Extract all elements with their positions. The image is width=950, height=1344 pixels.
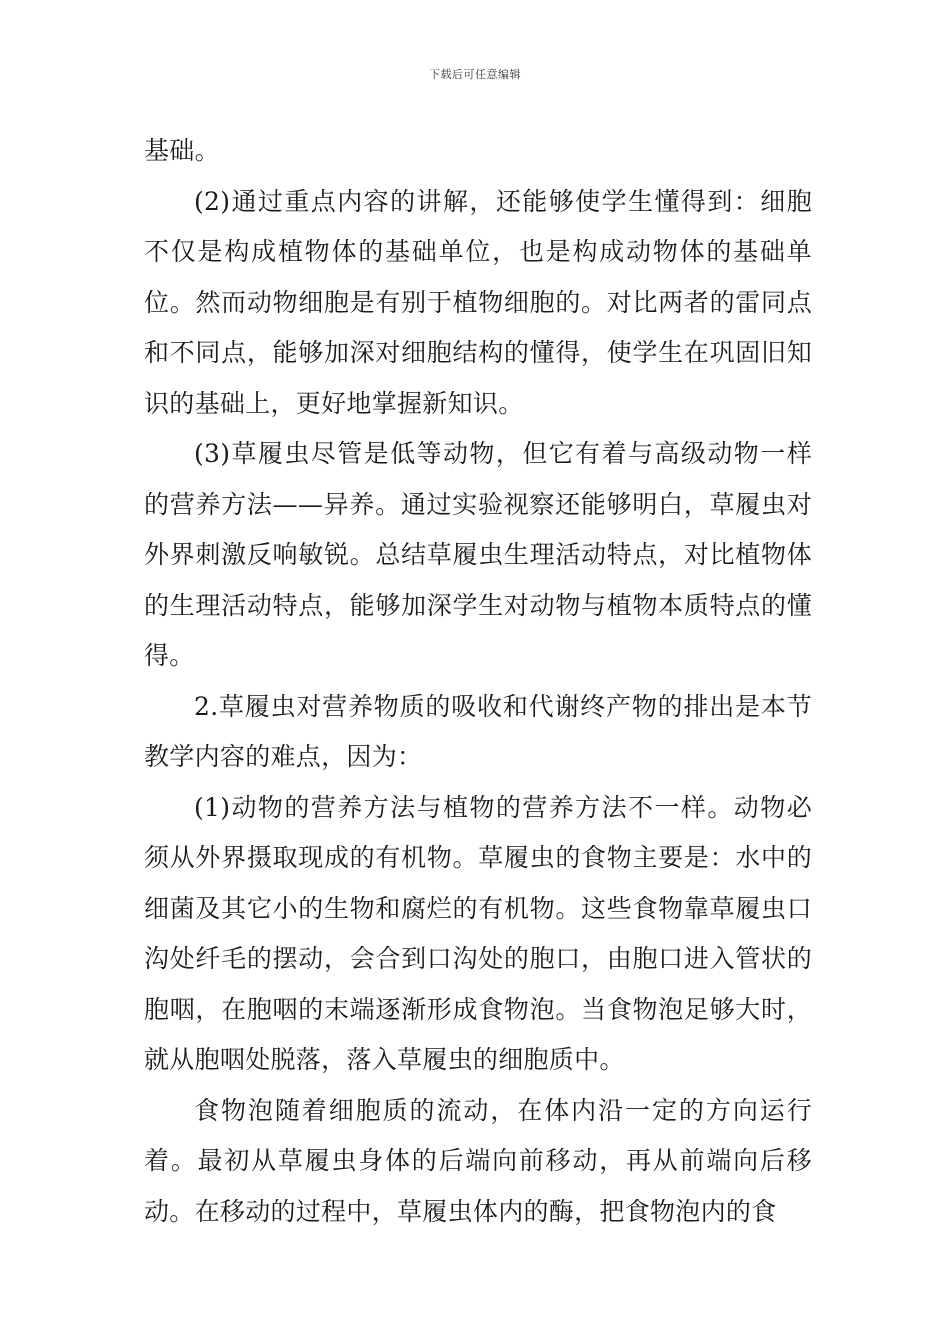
paragraph-1: 基础。 xyxy=(144,136,220,165)
paragraph-3: (3)草履虫尽管是低等动物，但它有着与高级动物一样的营养方法——异养。通过实验视察还能够明白，草履虫对外界刺激反响敏锐。总结草履虫生理活动特点，对比植物体的生理活动特点，能够加深学生对动物与植物本质特点的懂得。 xyxy=(144,439,812,670)
document-body xyxy=(144,126,812,1237)
page-header: 下载后可任意编辑 xyxy=(429,68,521,81)
paragraph-2: (2)通过重点内容的讲解，还能够使学生懂得到：细胞不仅是构成植物体的基础单位，也是构成动物体的基础单位。然而动物细胞是有别于植物细胞的。对比两者的雷同点和不同点，能够加深对细胞结构的懂得，使学生在巩固旧知识的基础上，更好地掌握新知识。 xyxy=(144,186,812,418)
paragraph-4: 2.草履虫对营养物质的吸收和代谢终产物的排出是本节教学内容的难点，因为： xyxy=(144,691,812,771)
paragraph-6: 食物泡随着细胞质的流动，在体内沿一定的方向运行着。最初从草履虫身体的后端向前移动，再从前端向后移动。在移动的过程中，草履虫体内的酶，把食物泡内的食 xyxy=(144,1095,812,1226)
paragraph-5: (1)动物的营养方法与植物的营养方法不一样。动物必须从外界摄取现成的有机物。草履虫的食物主要是：水中的细菌及其它小的生物和腐烂的有机物。这些食物靠草履虫口沟处纤毛的摆动，会合到口沟处的胞口，由胞口进入管状的胞咽，在胞咽的末端逐渐形成食物泡。当食物泡足够大时，就从胞咽处脱落，落入草履虫的细胞质中。 xyxy=(144,792,812,1074)
